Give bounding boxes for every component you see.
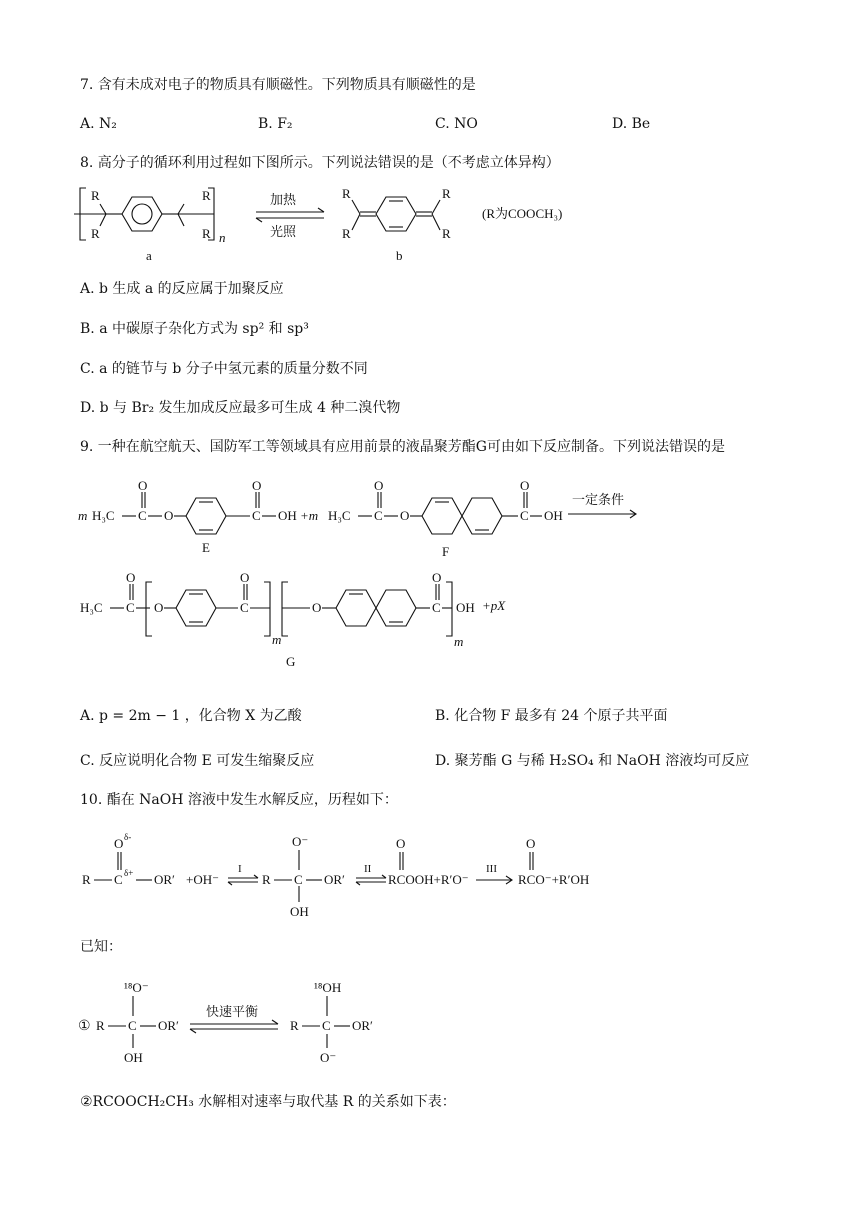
q9-c-f1: C xyxy=(374,508,383,523)
q9-m-sub1: m xyxy=(272,632,282,647)
q10-step2: II xyxy=(364,863,372,875)
q7-option-a: A. N₂ xyxy=(80,116,117,132)
q8-label-a: a xyxy=(146,248,152,263)
q10-o-minus: O⁻ xyxy=(292,834,309,849)
q9-coef-plus-m: +m xyxy=(300,508,319,523)
q9-o-f3: O xyxy=(520,478,530,493)
q10-c2: C xyxy=(294,872,303,887)
q10-or-prime: OR′ xyxy=(154,872,175,887)
q9-o-e3: O xyxy=(252,478,262,493)
q9-stem: 9. 一种在航空航天、国防军工等领域具有应用前景的液晶聚芳酯G可由如下反应制备。下列说法错误的是 xyxy=(80,439,725,455)
q10-known1-scheme xyxy=(78,976,398,1071)
q9-o-g1: O xyxy=(126,570,136,585)
q9-m-sub2: m xyxy=(454,634,464,649)
q9-reaction-scheme xyxy=(78,470,648,670)
q10-known-label: 已知： xyxy=(80,939,122,955)
q10-plus-oh: +OH⁻ xyxy=(186,872,219,887)
q8-r6: R xyxy=(342,226,351,241)
q10-r: R xyxy=(82,872,91,887)
q8-r7: R xyxy=(442,186,451,201)
q8-r3: R xyxy=(202,188,211,203)
q10-known1-c2: C xyxy=(322,1018,331,1033)
q10-known1-or2: OR′ xyxy=(352,1018,373,1033)
q9-h3c-g: H₃C xyxy=(80,600,103,615)
q10-mechanism xyxy=(78,826,618,921)
q9-o-f1: O xyxy=(374,478,384,493)
q9-c-e1: C xyxy=(138,508,147,523)
q10-known1-fast: 快速平衡 xyxy=(206,1004,259,1019)
q9-coef-m: m xyxy=(78,508,88,523)
q8-option-a: A. b 生成 a 的反应属于加聚反应 xyxy=(80,281,284,297)
q9-oh-g: OH xyxy=(456,600,475,615)
q9-o-g3: O xyxy=(240,570,250,585)
q8-forward-label: 加热 xyxy=(270,192,297,207)
q10-step1: I xyxy=(238,863,242,875)
q8-r2: R xyxy=(91,226,100,241)
q9-o-g2: O xyxy=(154,600,164,615)
q9-option-b: B. 化合物 F 最多有 24 个原子共平面 xyxy=(435,708,668,724)
q9-o-e2: O xyxy=(164,508,174,523)
q8-option-d: D. b 与 Br₂ 发生加成反应最多可生成 4 种二溴代物 xyxy=(80,400,401,416)
q10-known2: ②RCOOCH₂CH₃ 水解相对速率与取代基 R 的关系如下表： xyxy=(80,1094,456,1110)
q10-prod3: RCO⁻+R′OH xyxy=(518,872,590,887)
q10-known1-r2: R xyxy=(290,1018,299,1033)
q7-option-b: B. F₂ xyxy=(258,116,293,132)
q9-px: +pX xyxy=(482,598,506,613)
q9-label-e: E xyxy=(202,540,210,555)
q10-c: C xyxy=(114,872,123,887)
q8-r4: R xyxy=(202,226,211,241)
q10-known1-o18-minus: ¹⁸O⁻ xyxy=(124,980,149,995)
q9-option-d: D. 聚芳酯 G 与稀 H₂SO₄ 和 NaOH 溶液均可反应 xyxy=(435,753,750,769)
q7-option-d: D. Be xyxy=(612,116,651,132)
q8-n: n xyxy=(219,230,226,245)
q10-prod2: RCOOH+R′O⁻ xyxy=(388,872,469,887)
q9-option-a: A. p = 2m − 1 ，化合物 X 为乙酸 xyxy=(80,708,302,724)
q8-r5: R xyxy=(342,186,351,201)
q10-o: O xyxy=(114,836,124,851)
q8-scheme xyxy=(74,180,594,270)
q8-option-b: B. a 中碳原子杂化方式为 sp² 和 sp³ xyxy=(80,321,309,337)
q8-label-b: b xyxy=(396,248,403,263)
q8-stem: 8. 高分子的循环利用过程如下图所示。下列说法错误的是（不考虑立体异构） xyxy=(80,155,560,171)
q9-label-g: G xyxy=(286,654,296,669)
q10-oh: OH xyxy=(290,904,309,919)
q9-c-e2: C xyxy=(252,508,261,523)
q9-label-f: F xyxy=(442,544,450,559)
q8-option-c: C. a 的链节与 b 分子中氢元素的质量分数不同 xyxy=(80,361,368,377)
q9-o-g4: O xyxy=(312,600,322,615)
q9-o-f2: O xyxy=(400,508,410,523)
q9-c-g1: C xyxy=(126,600,135,615)
q9-c-g3: C xyxy=(432,600,441,615)
q10-step3: III xyxy=(486,863,497,875)
q10-r2: R xyxy=(262,872,271,887)
q10-known1-r: R xyxy=(96,1018,105,1033)
q9-oh-f: OH xyxy=(544,508,563,523)
q7-option-c: C. NO xyxy=(435,116,478,132)
q10-o-carboxylate: O xyxy=(526,836,536,851)
q10-known1-oh: OH xyxy=(124,1050,143,1065)
q10-known1-o-minus: O⁻ xyxy=(320,1050,337,1065)
q9-o-g5: O xyxy=(432,570,442,585)
q7-stem: 7. 含有未成对电子的物质具有顺磁性。下列物质具有顺磁性的是 xyxy=(80,77,476,93)
q9-option-c: C. 反应说明化合物 E 可发生缩聚反应 xyxy=(80,753,315,769)
q9-h3c-f: H₃C xyxy=(328,508,351,523)
q9-c-f2: C xyxy=(520,508,529,523)
q8-r1: R xyxy=(91,188,100,203)
q10-delta-minus: δ- xyxy=(124,832,132,842)
q8-r-note: (R为COOCH₃) xyxy=(482,206,563,221)
q9-c-g2: C xyxy=(240,600,249,615)
q9-condition: 一定条件 xyxy=(572,492,625,507)
q8-backward-label: 光照 xyxy=(270,224,297,239)
q9-o-e1: O xyxy=(138,478,148,493)
q9-h3c-e: H₃C xyxy=(92,508,115,523)
q8-r8: R xyxy=(442,226,451,241)
q9-oh-e: OH xyxy=(278,508,297,523)
q10-known1-or: OR′ xyxy=(158,1018,179,1033)
q10-or-prime2: OR′ xyxy=(324,872,345,887)
q10-delta-plus: δ+ xyxy=(124,868,134,878)
q10-known1-c: C xyxy=(128,1018,137,1033)
q10-known1-o18-h: ¹⁸OH xyxy=(314,980,342,995)
q10-o-acid: O xyxy=(396,836,406,851)
q10-known1-num: ① xyxy=(78,1019,91,1034)
q10-stem: 10. 酯在 NaOH 溶液中发生水解反应，历程如下： xyxy=(80,792,398,808)
